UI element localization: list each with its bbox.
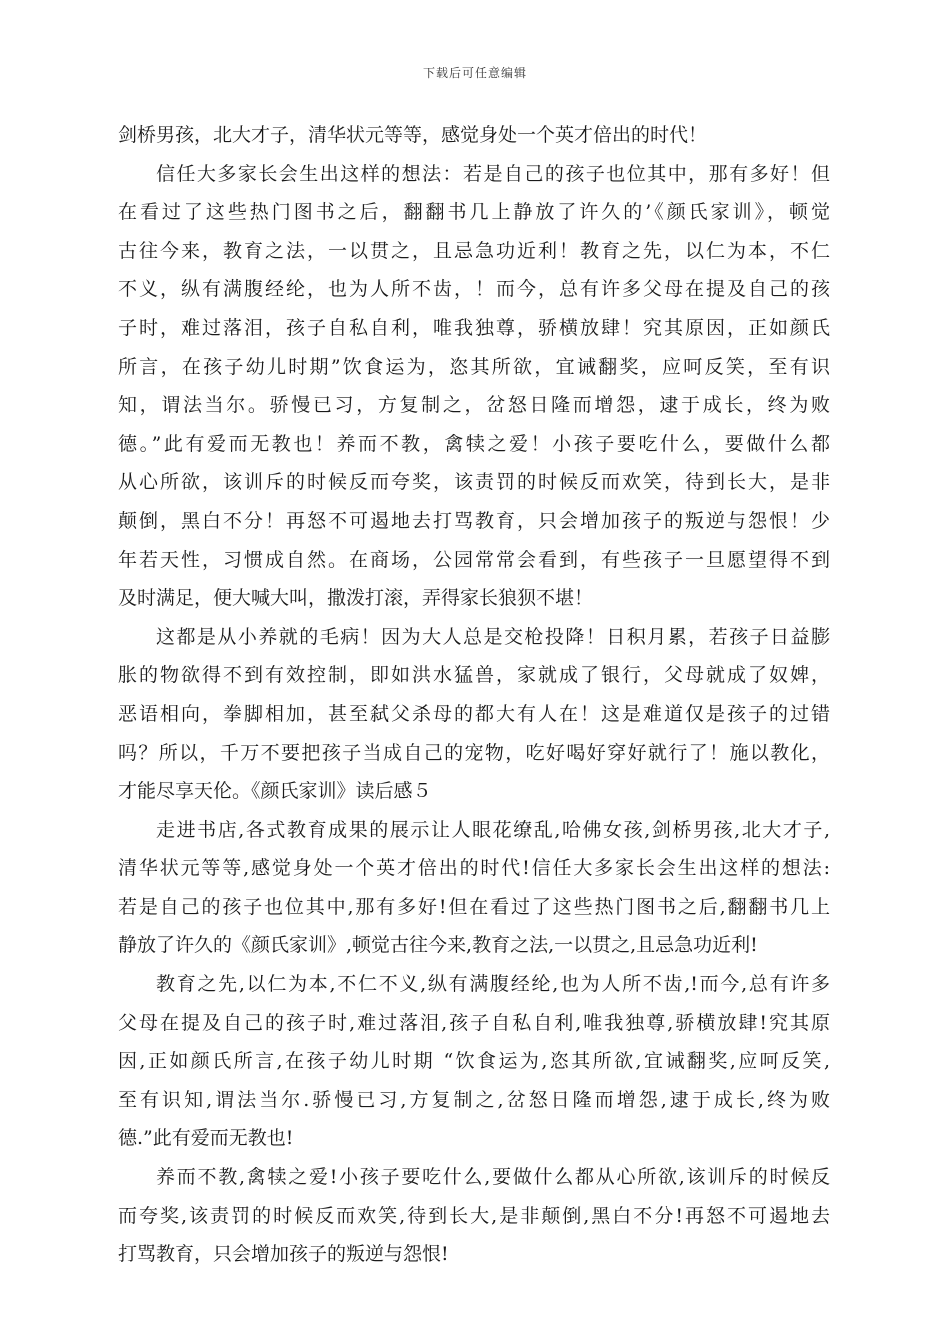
text-line: 信任大多家长会生出这样的想法：若是自己的孩子也位其中，那有多好！但 — [156, 162, 830, 185]
text-line: 恶语相向，拳脚相加，甚至弑父杀母的都大有人在！这是难道仅是孩子的过错 — [118, 702, 830, 725]
text-line: 所言，在孩子幼儿时期”饮食运为，恣其所欲，宜诫翻奖，应呵反笑，至有识 — [118, 355, 830, 378]
text-line: 在看过了这些热门图书之后，翻翻书几上静放了许久的’《颜氏家训》，顿觉 — [118, 201, 830, 224]
text-line: 及时满足，便大喊大叫，撒泼打滚，弄得家长狼狈不堪！ — [118, 587, 594, 610]
text-line: 年若天性，习惯成自然。在商场，公园常常会看到，有些孩子一旦愿望得不到 — [118, 548, 830, 571]
text-line: 子时，难过落泪，孩子自私自利，唯我独尊，骄横放肆！究其原因，正如颜氏 — [118, 316, 830, 339]
text-line: 德。”此有爱而无教也！养而不教，禽犊之爱！小孩子要吃什么，要做什么都 — [118, 432, 830, 455]
text-line: 不义，纵有满腹经纶，也为人所不齿，！而今，总有许多父母在提及自己的孩 — [118, 278, 830, 301]
paragraph — [118, 155, 830, 618]
text-line: 父母在提及自己的孩子时,难过落泪,孩子自私自利,唯我独尊,骄横放肆!究其原 — [118, 1011, 830, 1034]
text-line: 才能尽享天伦。《颜氏家训》读后感５ — [118, 780, 432, 803]
text-line: 清华状元等等,感觉身处一个英才倍出的时代!信任大多家长会生出这样的想法: — [118, 857, 830, 880]
document-body — [118, 116, 830, 1274]
text-line: 颠倒，黑白不分！再怒不可遏地去打骂教育，只会增加孩子的叛逆与怨恨！少 — [118, 509, 830, 532]
text-line: 剑桥男孩，北大才子，清华状元等等，感觉身处一个英才倍出的时代！ — [118, 124, 708, 146]
page-header: 下载后可任意编辑 — [422, 66, 527, 80]
text-line: 若是自己的孩子也位其中,那有多好!但在看过了这些热门图书之后,翻翻书几上 — [118, 895, 830, 918]
text-line: 从心所欲，该训斥的时候反而夸奖，该责罚的时候反而欢笑，待到长大，是非 — [118, 471, 830, 494]
paragraph — [118, 965, 830, 1158]
text-line: 静放了许久的《颜氏家训》,顿觉古往今来,教育之法,一以贯之,且忌急功近利! — [118, 934, 758, 957]
text-line: 因,正如颜氏所言,在孩子幼儿时期 “饮食运为,恣其所欲,宜诫翻奖,应呵反笑, — [118, 1050, 830, 1073]
text-line: 胀的物欲得不到有效控制，即如洪水猛兽，家就成了银行，父母就成了奴婢， — [118, 664, 830, 687]
paragraph — [118, 1158, 830, 1274]
text-line: 德.”此有爱而无教也! — [118, 1127, 294, 1150]
paragraph — [118, 116, 830, 155]
text-line: 走进书店,各式教育成果的展示让人眼花缭乱,哈佛女孩,剑桥男孩,北大才子, — [156, 818, 830, 841]
text-line: 至有识知,谓法当尔.骄慢已习,方复制之,岔怒日隆而增怨,逮于成长,终为败 — [118, 1088, 830, 1111]
text-line: 知，谓法当尔。骄慢已习，方复制之，岔怒日隆而增怨，逮于成长，终为败 — [118, 394, 830, 417]
text-line: 而夸奖,该责罚的时候反而欢笑,待到长大,是非颠倒,黑白不分!再怒不可遏地去 — [118, 1204, 830, 1227]
text-line: 养而不教,禽犊之爱!小孩子要吃什么,要做什么都从心所欲,该训斥的时候反 — [156, 1166, 830, 1189]
text-line: 古往今来，教育之法，一以贯之，且忌急功近利！教育之先，以仁为本，不仁 — [118, 239, 830, 262]
text-line: 打骂教育，只会增加孩子的叛逆与怨恨! — [118, 1243, 449, 1266]
text-line: 教育之先,以仁为本,不仁不义,纵有满腹经纶,也为人所不齿,!而今,总有许多 — [156, 973, 830, 996]
text-line: 这都是从小养就的毛病！因为大人总是交枪投降！日积月累，若孩子日益膨 — [156, 625, 830, 648]
paragraph — [118, 811, 830, 965]
text-line: 吗？所以，千万不要把孩子当成自己的宠物，吃好喝好穿好就行了！施以教化， — [118, 741, 830, 764]
paragraph — [118, 618, 830, 811]
